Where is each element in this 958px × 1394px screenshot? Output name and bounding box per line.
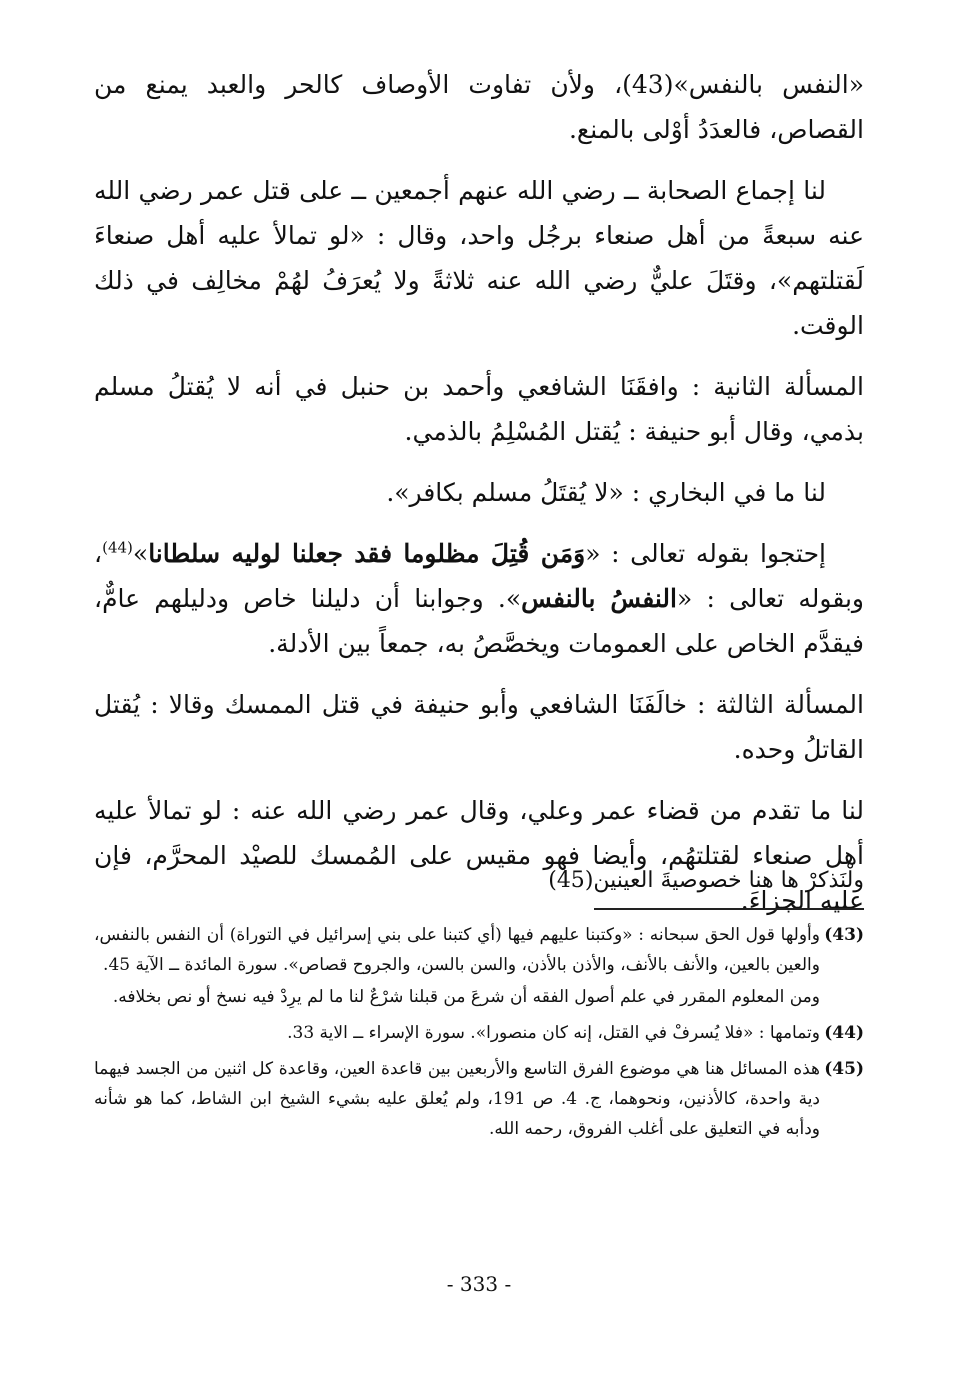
paragraph-4: لنا ما في البخاري : «لا يُقتَلُ مسلم بكافر».: [386, 478, 826, 507]
paragraph-3: المسألة الثانية : وافقَنَا الشافعي وأحمد بن حنبل في أنه لا يُقتلُ مسلم بذمي، وقال أبو حنيفة : يُقتل المُسْلِمُ بالذمي.: [94, 372, 864, 446]
section-heading: ولْنَذكرْ ها هنا خصوصيةَ العينين(45): [548, 868, 864, 893]
footnote-45: [94, 1054, 864, 1144]
footnote-extra: ومن المعلوم المقرر في علم أصول الفقه أن شرعَ من قبلنا شرْعٌ لنا ما لم يرِدْ فيه نسخ أو نص بخلافه.: [112, 987, 820, 1007]
footnote-number: (43): [824, 925, 864, 945]
quran-quote-1: وَمَن قُتِلَ مظلوما فقد جعلنا لوليه سلطانا: [148, 539, 586, 568]
main-text: [94, 62, 864, 923]
footnote-text: وأولها قول الحق سبحانه : «وكتبنا عليهم فيها (أي كتبنا على بني إسرائيل في التوراة) أن النفس بالنفس، والعين بالعين، والأنف بالأنف، والأذن بالأذن، والسن بالسن، والجروح قصاص». سورة المائدة ــ الآية 45.: [94, 925, 820, 975]
footnotes: [94, 920, 864, 1150]
quran-quote-2: النفسُ بالنفس: [521, 584, 677, 613]
footnote-44: [94, 1018, 864, 1048]
page-number: - 333 -: [446, 1272, 512, 1296]
footnote-number: (45): [824, 1059, 864, 1079]
footnote-text: هذه المسائل هنا هي موضوع الفرق التاسع والأربعين بين قاعدة العين، وقاعدة كل اثنين من الجسد فيهما دية واحدة، كالأذنين، ونحوهما، ج. 4. ص 191، ولم يُعلق عليه بشيء الشيخ ابن الشاط، كما هو شأنه ودأبه في التعليق على أغلب الفروق، رحمه الله.: [94, 1059, 821, 1139]
paragraph-5-middle: ، وبقوله تعالى : «: [94, 539, 864, 613]
footnote-43: [94, 920, 864, 1012]
paragraph-6: المسألة الثالثة : خالَفَنَا الشافعي وأبو حنيفة في قتل الممسك وقالا : يُقتل القاتلُ وحده.: [94, 690, 864, 764]
paragraph-5: [94, 531, 864, 666]
paragraph-5-intro: إحتجوا بقوله تعالى : «: [585, 539, 826, 568]
paragraph-7: لنا ما تقدم من قضاء عمر وعلي، وقال عمر رضي الله عنه : لو تمالأ عليه أهل صنعاء لقتلتهُم، وأيضا فهو مقيس على المُمسك للصيْد المحرَّم، فإن عليه الجزاءَ.: [94, 796, 864, 915]
footnote-ref-44: (44): [102, 538, 133, 557]
quote-close-1: »: [132, 539, 149, 568]
paragraph-5-end: ». وجوابنا أن دليلنا خاص ودليلهم عامٌّ، فيقدَّم الخاص على العمومات ويخصَّصُ به، جمعاً بين الأدلة.: [94, 584, 864, 658]
footnote-divider: [594, 908, 864, 910]
footnote-number: (44): [824, 1023, 864, 1043]
paragraph-2: لنا إجماع الصحابة ــ رضي الله عنهم أجمعين ــ على قتل عمر رضي الله عنه سبعةً من أهل صنعاء برجُل واحد، وقال : «لو تمالأ عليه أهل صنعاءَ لَقتلتهم»، وقتَلَ عليٌّ رضي الله عنه ثلاثةً ولا يُعرَفُ لهُمْ مخالِف في ذلك الوقت.: [94, 176, 864, 340]
footnote-text: وتمامها : «فلا يُسرفْ في القتل، إنه كان منصورا». سورة الإسراء ــ الاية 33.: [287, 1023, 820, 1043]
paragraph-1: «النفس بالنفس»(43)، ولأن تفاوت الأوصاف كالحر والعبد يمنع من القصاص، فالعدَدُ أوْلى بالمنع.: [94, 70, 864, 144]
